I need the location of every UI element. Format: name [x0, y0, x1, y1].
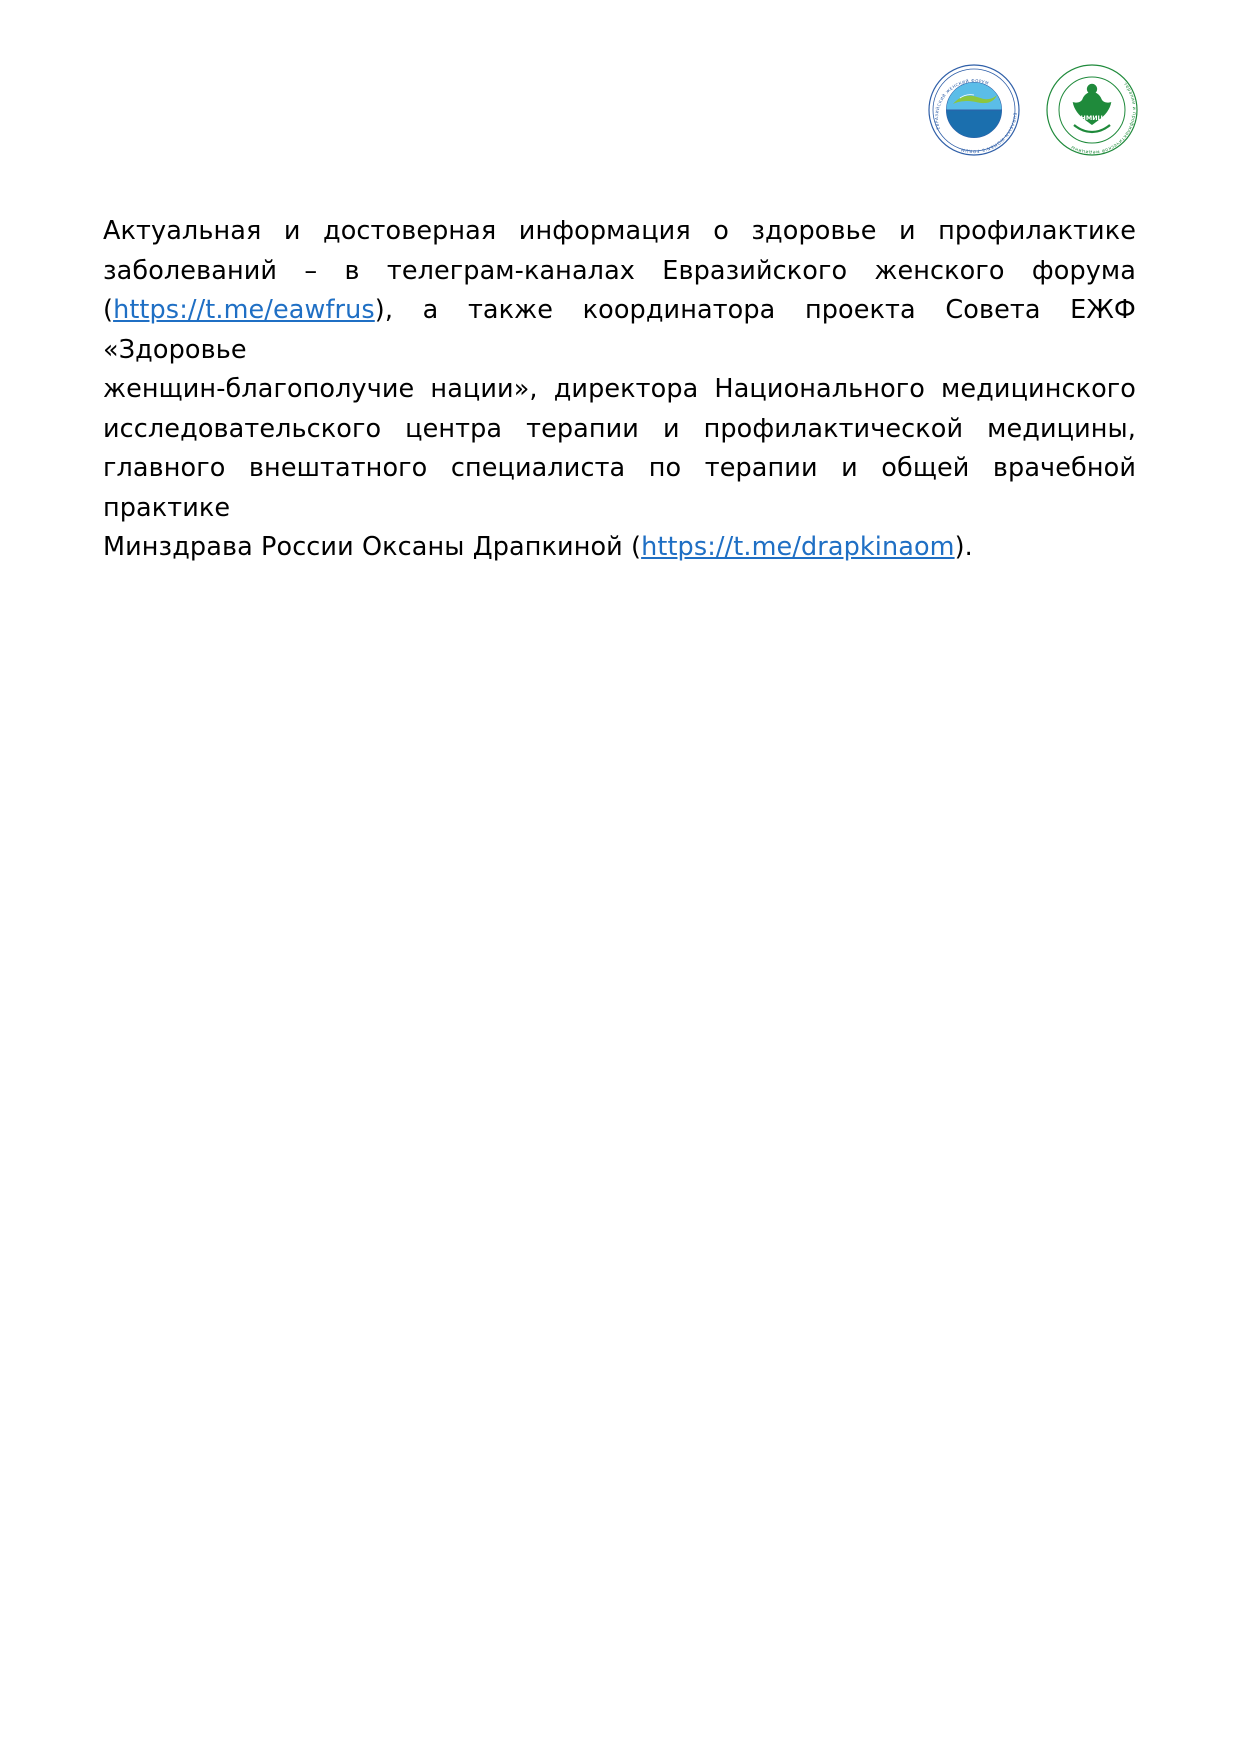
line-suffix: ). — [954, 532, 973, 562]
paragraph-line — [103, 291, 1145, 370]
line-suffix: ), а также координатора проекта Совета ЕЖФ «Здоровье — [103, 295, 1145, 365]
nmic-tpm-logo — [1044, 62, 1140, 158]
paragraph-line: женщин-благополучие нации», директора Национального медицинского — [103, 374, 1136, 404]
line-prefix: ( — [103, 295, 114, 325]
telegram-link-drapkinaom[interactable]: https://t.me/drapkinaom — [641, 532, 955, 562]
line-prefix: Минздрава России Оксаны Драпкиной ( — [103, 532, 642, 562]
svg-text:НМИЦ: НМИЦ — [1080, 114, 1104, 122]
paragraph-line: заболеваний – в телеграм-каналах Евразийского женского форума — [103, 255, 1136, 286]
header-logo-row — [926, 62, 1140, 158]
paragraph-line — [103, 528, 1136, 568]
paragraph-line: главного внештатного специалиста по терапии и общей врачебной практике — [103, 453, 1145, 523]
telegram-link-eawfrus[interactable]: https://t.me/eawfrus — [113, 295, 375, 325]
eurasian-womens-forum-logo — [926, 62, 1022, 158]
paragraph-line: Актуальная и достоверная информация о здоровье и профилактике — [103, 216, 1136, 246]
paragraph-line: исследовательского центра терапии и профилактической медицины, — [103, 413, 1136, 444]
svg-text:терапии и профилактической мед: терапии и профилактической медицины — [1070, 82, 1136, 155]
svg-text:EURASIAN WOMEN'S FORUM: EURASIAN WOMEN'S FORUM — [960, 112, 1018, 155]
main-paragraph — [103, 212, 1145, 568]
document-body — [103, 212, 1145, 568]
svg-text:ЕВРАЗИЙСКИЙ ЖЕНСКИЙ ФОРУМ: ЕВРАЗИЙСКИЙ ЖЕНСКИЙ ФОРУМ — [934, 77, 990, 131]
